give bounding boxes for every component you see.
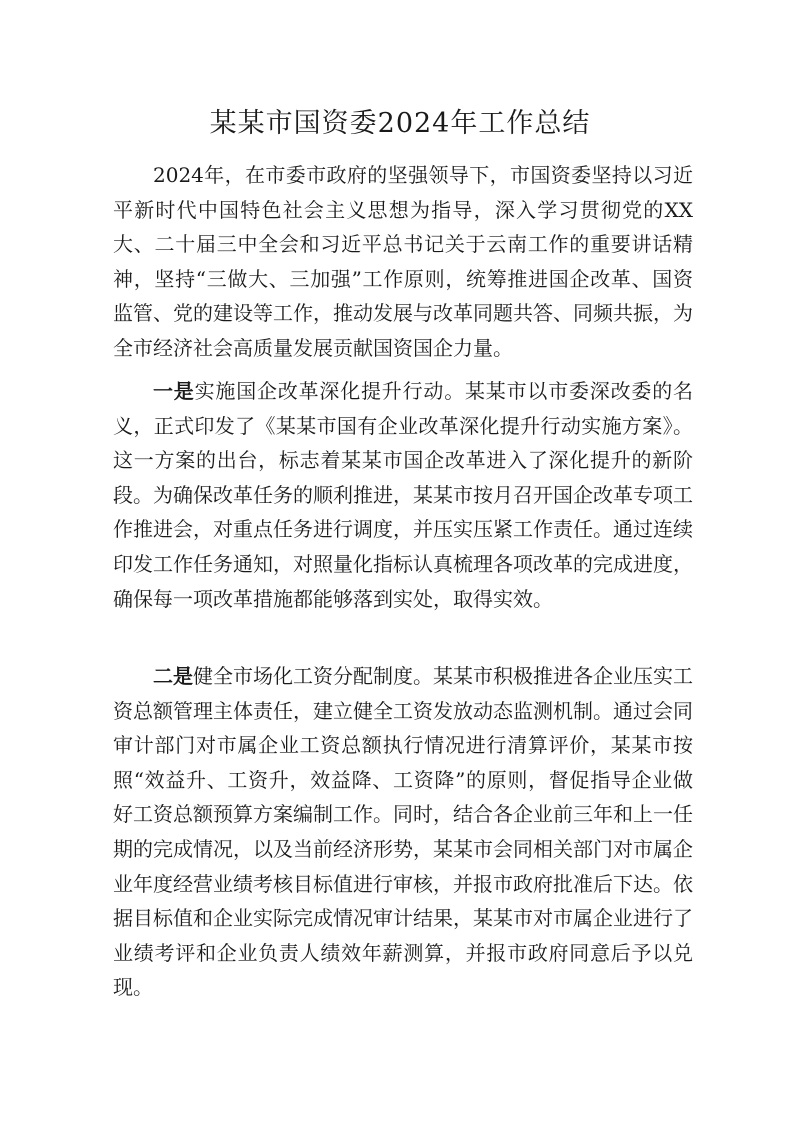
paragraph-item-2 (113, 659, 693, 1005)
paragraph-item-2-text: 健全市场化工资分配制度。某某市积极推进各企业压实工资总额管理主体责任，建立健全工资发放动态监测机制。通过会同审计部门对市属企业工资总额执行情况进行清算评价，某某市按照“效益升、工资升，效益降、工资降”的原则，督促指导企业做好工资总额预算方案编制工作。同时，结合各企业前三年和上一任期的完成情况，以及当前经济形势，某某市会同相关部门对市属企业年度经营业绩考核目标值进行审核，并报市政府批准后下达。依据目标值和企业实际完成情况审计结果，某某市对市属企业进行了业绩考评和企业负责人绩效年薪测算，并报市政府同意后予以兑现。 (113, 664, 693, 1000)
paragraph-intro (113, 158, 693, 366)
paragraph-item-1-lead: 一是 (153, 379, 195, 403)
paragraph-item-1-text: 实施国企改革深化提升行动。某某市以市委深改委的名义，正式印发了《某某市国有企业改革深化提升行动实施方案》。这一方案的出台，标志着某某市国企改革进入了深化提升的新阶段。为确保改革任务的顺利推进，某某市按月召开国企改革专项工作推进会，对重点任务进行调度，并压实压紧工作责任。通过连续印发工作任务通知，对照量化指标认真梳理各项改革的完成进度，确保每一项改革措施都能够落到实处，取得实效。 (113, 379, 694, 611)
document-title: 某某市国资委2024年工作总结 (209, 108, 591, 139)
paragraph-item-2-lead: 二是 (153, 664, 193, 688)
paragraph-item-1 (113, 374, 693, 616)
paragraph-intro-text: 2024年，在市委市政府的坚强领导下，市国资委坚持以习近平新时代中国特色社会主义思想为指导，深入学习贯彻党的XX大、二十届三中全会和习近平总书记关于云南工作的重要讲话精神，坚持“三做大、三加强”工作原则，统筹推进国企改革、国资监管、党的建设等工作，推动发展与改革同题共答、同频共振，为全市经济社会高质量发展贡献国资国企力量。 (113, 163, 693, 360)
